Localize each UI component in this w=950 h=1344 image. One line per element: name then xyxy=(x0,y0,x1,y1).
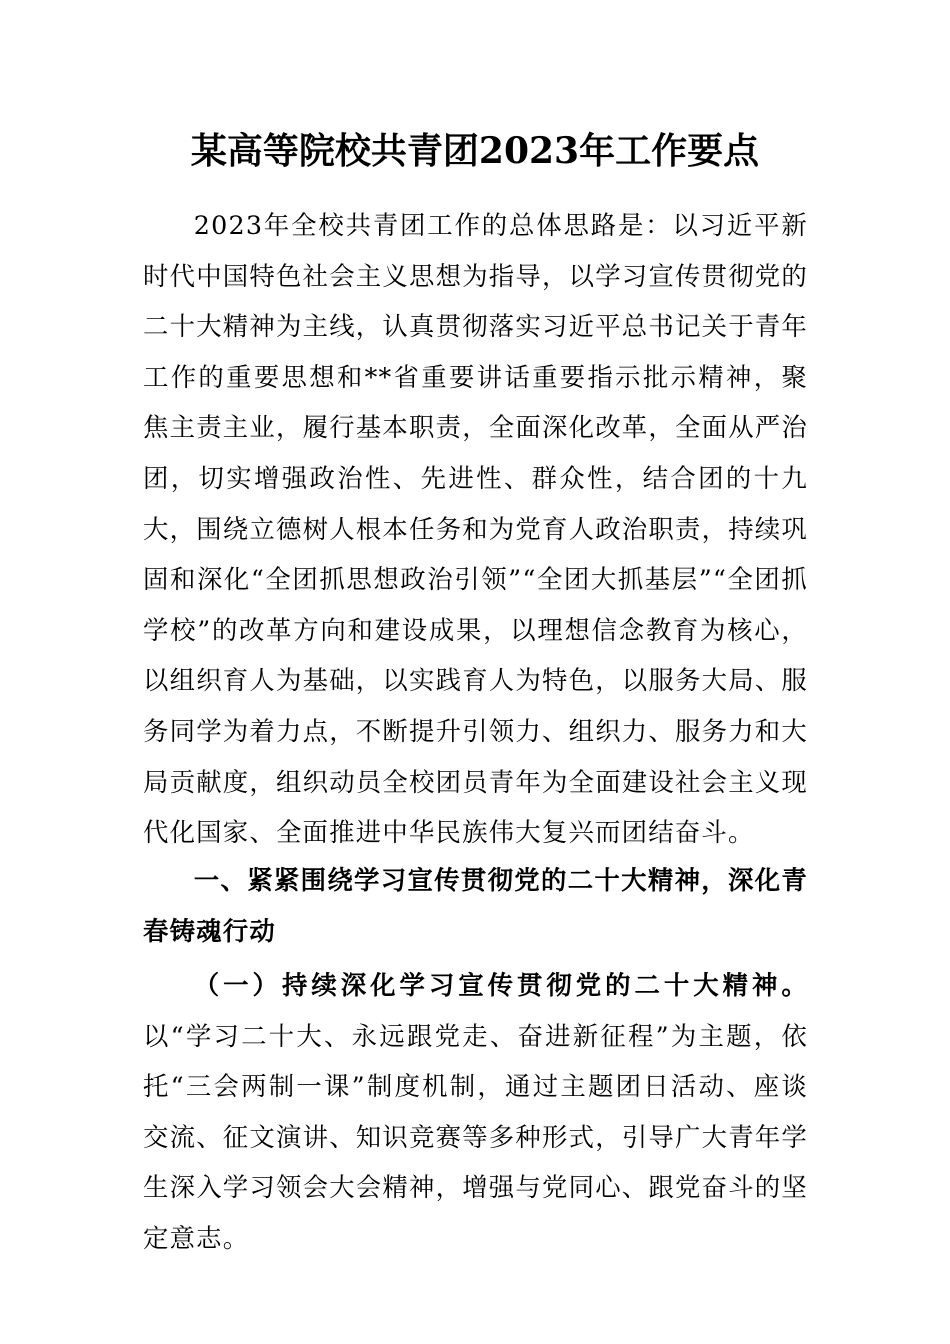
section-1-heading: 一、紧紧围绕学习宣传贯彻党的二十大精神，深化青春铸魂行动 xyxy=(143,865,808,946)
intro-paragraph: 2023年全校共青团工作的总体思路是：以习近平新时代中国特色社会主义思想为指导，以学习宣传贯彻党的二十大精神为主线，认真贯彻落实习近平总书记关于青年工作的重要思想和**省重要讲话重要指示批示精神，聚焦主责主业，履行基本职责，全面深化改革，全面从严治团，切实增强政治性、先进性、群众性，结合团的十九大，围绕立德树人根本任务和为党育人政治职责，持续巩固和深化“全团抓思想政治引领”“全团大抓基层”“全团抓学校”的改革方向和建设成果，以理想信念教育为核心，以组织育人为基础，以实践育人为特色，以服务大局、服务同学为着力点，不断提升引领力、组织力、服务力和大局贡献度，组织动员全校团员青年为全面建设社会主义现代化国家、全面推进中华民族伟大复兴而团结奋斗。 xyxy=(143,210,808,848)
section-1 xyxy=(143,855,808,956)
subsection-1-body: 以“学习二十大、永远跟党走、奋进新征程”为主题，依托“三会两制一课”制度机制，通过主题团日活动、座谈交流、征文演讲、知识竞赛等多种形式，引导广大青年学生深入学习领会大会精神，增强与党同心、跟党奋斗的坚定意志。 xyxy=(143,1020,808,1253)
subsection-1 xyxy=(143,960,808,1264)
subsection-1-paragraph xyxy=(143,960,808,1264)
document-title: 某高等院校共青团2023年工作要点 xyxy=(190,130,760,172)
intro-section xyxy=(143,200,808,858)
subsection-1-title: （一）持续深化学习宣传贯彻党的二十大精神。 xyxy=(193,970,808,1000)
